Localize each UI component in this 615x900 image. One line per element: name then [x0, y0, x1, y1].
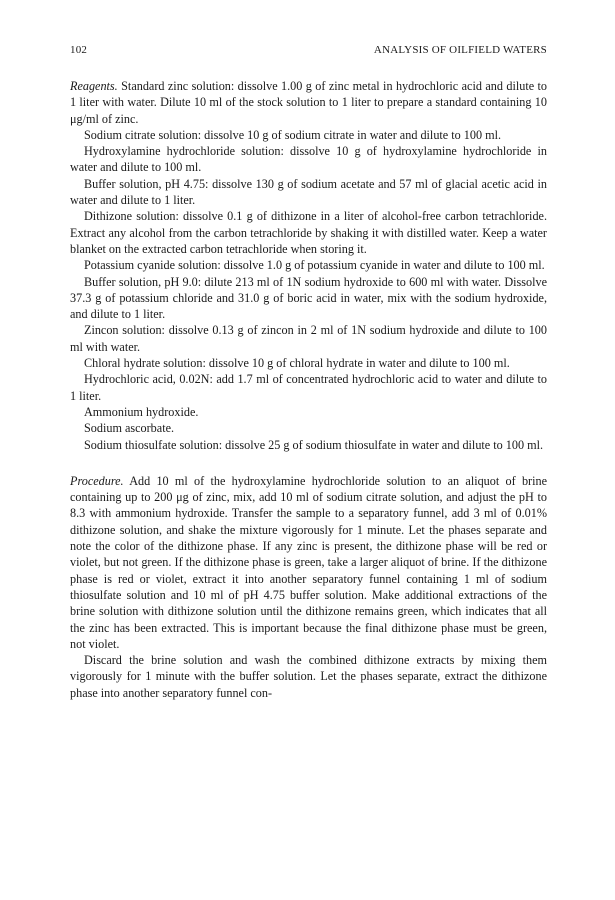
page-number: 102 — [70, 44, 88, 56]
reagent-paragraph: Zincon solution: dissolve 0.13 g of zincon in 2 ml of 1N sodium hydroxide and dilute to 100 ml with water. — [70, 323, 547, 354]
reagent-paragraph: Sodium thiosulfate solution: dissolve 25 g of sodium thiosulfate in water and dilute to 100 ml. — [84, 437, 544, 452]
reagent-paragraph: Buffer solution, pH 4.75: dissolve 130 g of sodium acetate and 57 ml of glacial acetic acid in water and dilute to 1 liter. — [70, 176, 547, 208]
reagent-paragraph: Potassium cyanide solution: dissolve 1.0 g of potassium cyanide in water and dilute to 100 ml. — [84, 258, 545, 273]
reagent-paragraph: Buffer solution, pH 9.0: dilute 213 ml of 1N sodium hydroxide to 600 ml with water. Dissolve 37.3 g of potassium chloride and 31.0 g of boric acid in water, mix with the sodium hydroxide, and dilute to 1 liter. — [70, 274, 547, 322]
reagent-paragraph — [70, 78, 547, 127]
reagent-paragraph: Sodium ascorbate. — [84, 421, 175, 436]
procedure-heading: Procedure. — [70, 473, 124, 488]
page-header — [70, 44, 547, 62]
procedure-text: Add 10 ml of the hydroxylamine hydrochloride solution to an aliquot of brine containing up to 200 μg of zinc, mix, add 10 ml of sodium citrate solution, and adjust the pH to 8.3 with ammonium hydroxide. Transfer the sample to a separatory funnel, add 3 ml of 0.01% dithizone solution, and shake the mixture vigorously for 1 minute. Let the phases separate and note the color of the dithizone phase. If any zinc is present, the dithizone phase will be red or violet, but not green. If the dithizone phase is green, take a larger aliquot of brine. If the dithizone phase is red or violet, extract it into another separatory funnel containing 1 ml of sodium thiosulfate solution and 10 ml of pH 4.75 buffer solution. Make additional extractions of the brine solution with dithizone solution until the dithizone remains green, which indicates that all the zinc has been extracted. This is important because the final dithizone phase must be green, not violet. — [70, 473, 547, 651]
reagent-paragraph: Dithizone solution: dissolve 0.1 g of dithizone in a liter of alcohol-free carbon tetrachloride. Extract any alcohol from the carbon tetrachloride by shaking it with distilled water. Keep a water blanket on the extracted carbon tetrachloride when storing it. — [70, 209, 547, 256]
procedure-paragraph — [70, 473, 547, 652]
reagent-paragraph: Hydrochloric acid, 0.02N: add 1.7 ml of concentrated hydrochloric acid to water and dilute to 1 liter. — [70, 372, 547, 403]
reagent-paragraph: Sodium citrate solution: dissolve 10 g of sodium citrate in water and dilute to 100 ml. — [84, 127, 502, 142]
reagents-heading: Reagents. — [70, 79, 118, 93]
page-body — [70, 78, 547, 701]
reagent-text: Standard zinc solution: dissolve 1.00 g of zinc metal in hydrochloric acid and dilute to 1 liter with water. Dilute 10 ml of the stock solution to 1 liter to prepare a standard containing 10 μg/ml of zinc. — [70, 79, 548, 126]
section-spacer — [70, 453, 547, 473]
running-head: ANALYSIS OF OILFIELD WATERS — [373, 44, 547, 56]
procedure-paragraph: Discard the brine solution and wash the combined dithizone extracts by mixing them vigorously for 1 minute with the buffer solution. Let the phases separate, extract the dithizone phase into another separatory funnel con- — [70, 653, 547, 700]
reagent-paragraph: Hydroxylamine hydrochloride solution: dissolve 10 g of hydroxylamine hydrochloride in water and dilute to 100 ml. — [70, 144, 547, 175]
reagent-paragraph: Ammonium hydroxide. — [84, 404, 199, 419]
reagent-paragraph: Chloral hydrate solution: dissolve 10 g of chloral hydrate in water and dilute to 100 ml. — [84, 356, 510, 371]
